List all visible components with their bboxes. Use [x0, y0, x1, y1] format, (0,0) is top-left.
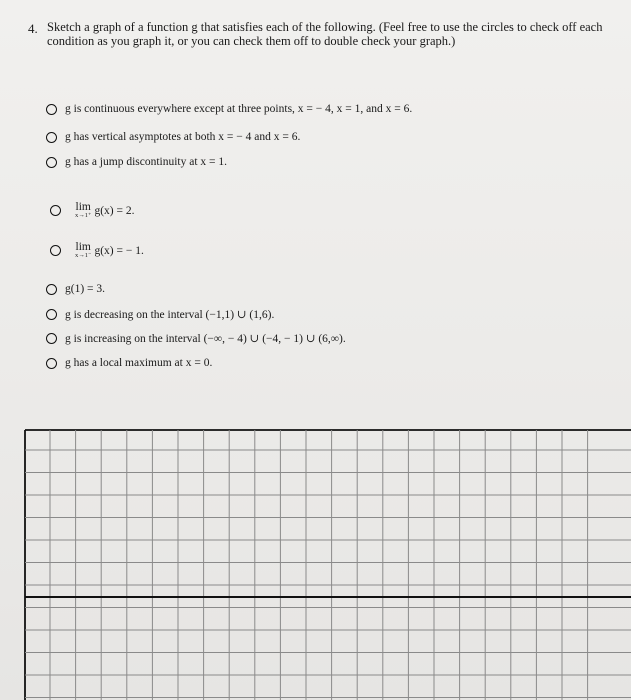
limit-subscript: x→1⁺ — [75, 212, 92, 219]
checkbox-circle[interactable] — [46, 358, 57, 369]
limit-notation — [75, 242, 91, 259]
graph-paper[interactable] — [0, 425, 631, 700]
condition-text: g has vertical asymptotes at both x = − 4 and x = 6. — [65, 131, 301, 143]
checkbox-circle[interactable] — [46, 284, 57, 295]
condition-item — [46, 357, 212, 369]
condition-item — [46, 283, 105, 295]
condition-item — [50, 242, 144, 259]
condition-item — [50, 202, 134, 219]
checkbox-circle[interactable] — [46, 104, 57, 115]
checkbox-circle[interactable] — [46, 157, 57, 168]
question-prompt: Sketch a graph of a function g that satisfies each of the following. (Feel free to use the circles to check off each condition as you graph it, or you can check them off to double check your graph.) — [47, 20, 603, 48]
condition-item — [46, 331, 346, 345]
limit-word: lim — [75, 241, 91, 253]
checkbox-circle[interactable] — [50, 205, 61, 216]
checkbox-circle[interactable] — [46, 309, 57, 320]
graph-grid[interactable] — [0, 425, 631, 700]
condition-text: g(1) = 3. — [65, 283, 106, 295]
condition-item — [46, 156, 227, 168]
condition-text: g has a jump discontinuity at x = 1. — [65, 156, 228, 168]
condition-text: g(x) = − 1. — [94, 244, 144, 257]
condition-item — [46, 307, 274, 321]
condition-item — [46, 131, 300, 143]
condition-item — [46, 103, 412, 115]
checkbox-circle[interactable] — [50, 245, 61, 256]
condition-text: g has a local maximum at x = 0. — [65, 357, 213, 369]
limit-notation — [75, 202, 91, 219]
limit-word: lim — [75, 201, 91, 213]
limit-subscript: x→1⁻ — [75, 252, 92, 259]
condition-text: g is decreasing on the interval (−1,1) ∪ (1,6). — [65, 309, 275, 321]
question-number: 4. — [28, 21, 38, 36]
checkbox-circle[interactable] — [46, 132, 57, 143]
condition-text: g is continuous everywhere except at three points, x = − 4, x = 1, and x = 6. — [65, 103, 413, 115]
condition-text: g(x) = 2. — [94, 204, 135, 217]
checkbox-circle[interactable] — [46, 333, 57, 344]
condition-text: g is increasing on the interval (−∞, − 4) ∪ (−4, − 1) ∪ (6,∞). — [65, 333, 346, 345]
